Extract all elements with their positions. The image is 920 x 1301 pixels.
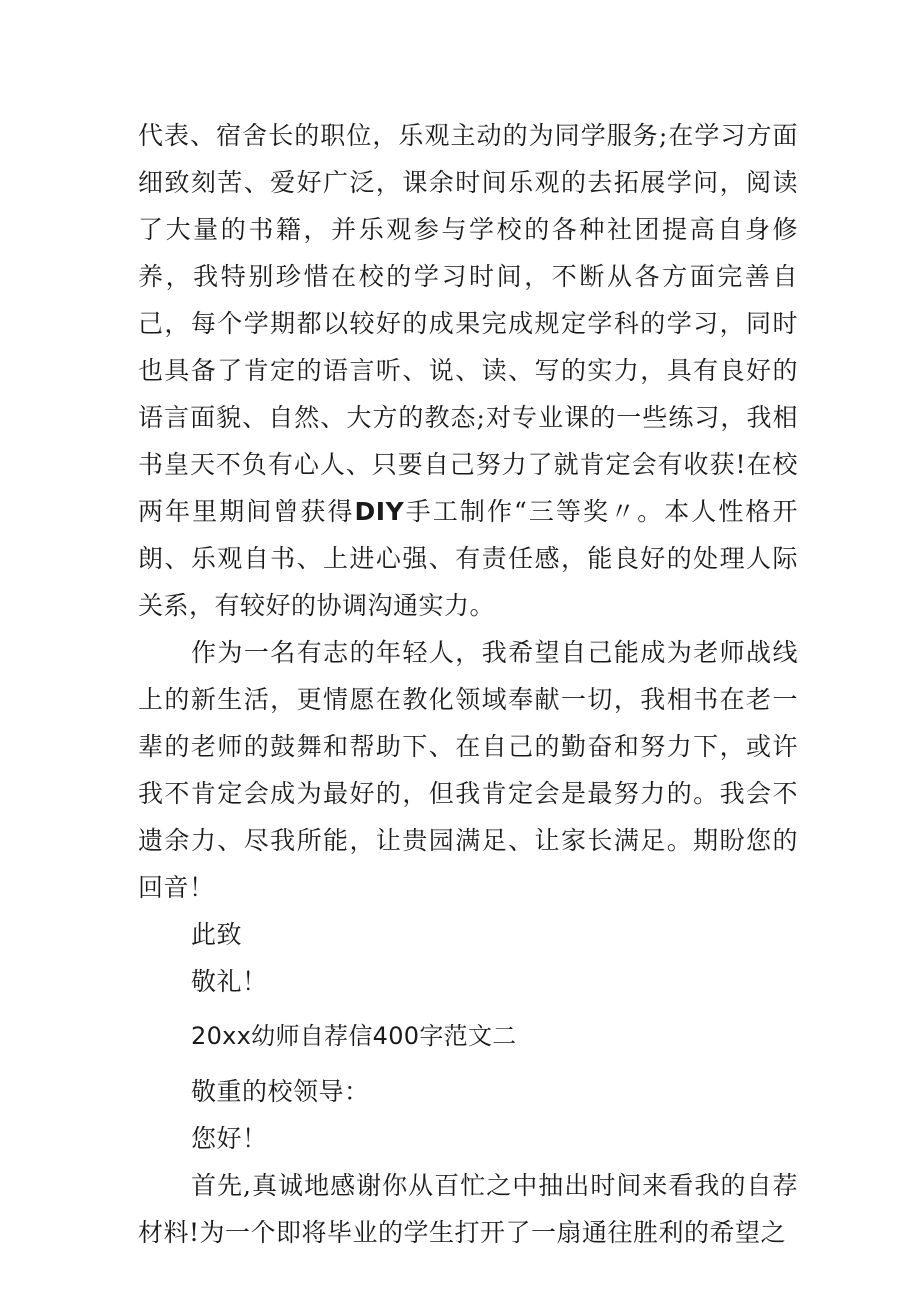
closing-line-1: 此致 xyxy=(191,920,243,949)
section-title: 20xx幼师自荐信400字范文二 xyxy=(191,1022,517,1050)
paragraph-aspiration: 作为一名有志的年轻人，我希望自己能成为老师战线上的新生活，更情愿在教化领域奉献一切，我相书在老一辈的老师的鼓舞和帮助下、在自己的勤奋和努力下，或许我不肯定会成为最好的，但我肯定会是最努力的。我会不遗余力、尽我所能，让贵园满足、让家长满足。期盼您的回音！ xyxy=(138,638,798,902)
salutation: 敬重的校领导： xyxy=(191,1077,370,1106)
document-body xyxy=(138,112,798,1256)
closing-line-2: 敬礼！ xyxy=(191,967,268,996)
greeting: 您好！ xyxy=(191,1124,268,1153)
paragraph-self-intro-text: 代表、宿舍长的职位，乐观主动的为同学服务;在学习方面细致刻苦、爱好广泛，课余时间乐观的去拓展学问，阅读了大量的书籍，并乐观参与学校的各种社团提高自身修养，我特别珍惜在校的学习时间，不断从各方面完善自己，每个学期都以较好的成果完成规定学科的学习，同时也具备了肯定的语言听、说、读、写的实力，具有良好的语言面貌、自然、大方的教态;对专业课的一些练习，我相书皇天不负有心人、只要自己努力了就肯定会有收获!在校两年里期间曾获得 xyxy=(138,121,798,526)
paragraph-self-intro xyxy=(138,112,798,629)
paragraph-self-intro-end: 手工制作“三等奖〃。本人性格开朗、乐观自书、上进心强、有责任感，能良好的处理人际关系，有较好的协调沟通实力。 xyxy=(138,497,798,620)
diy-term: DIY xyxy=(354,497,405,526)
paragraph-thanks: 首先,真诚地感谢你从百忙之中抽出时间来看我的自荐材料!为一个即将毕业的学生打开了一扇通往胜利的希望之 xyxy=(138,1171,798,1247)
